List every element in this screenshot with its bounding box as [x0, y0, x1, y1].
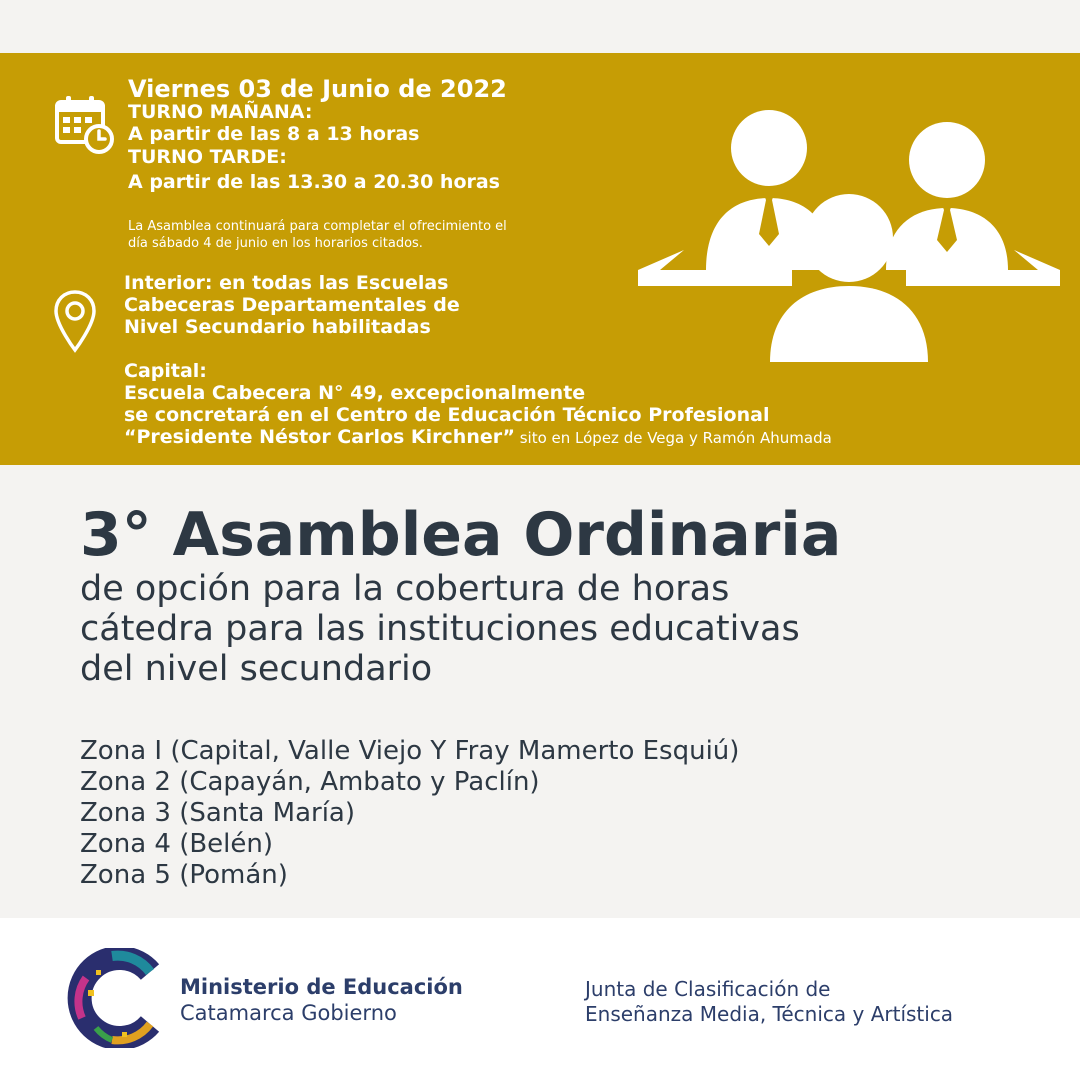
zone-item: Zona 5 (Pomán)	[80, 860, 288, 890]
zones-list	[80, 736, 739, 891]
ministry-name: Ministerio de Educación	[180, 975, 463, 999]
capital-address: sito en López de Vega y Ramón Ahumada	[514, 429, 832, 447]
page-title: 3° Asamblea Ordinaria	[80, 500, 842, 570]
zone-item: Zona I (Capital, Valle Viejo Y Fray Mamerto Esquiú)	[80, 736, 740, 766]
capital-line: Escuela Cabecera N° 49, excepcionalmente	[124, 382, 586, 404]
capital-line	[124, 426, 832, 449]
zone-item: Zona 3 (Santa María)	[80, 798, 356, 828]
junta-line: Enseñanza Media, Técnica y Artística	[585, 1002, 954, 1026]
continuation-note	[128, 218, 507, 252]
calendar-clock-icon	[54, 94, 116, 156]
zone-item: Zona 2 (Capayán, Ambato y Paclín)	[80, 767, 540, 797]
afternoon-shift-hours: A partir de las 13.30 a 20.30 horas	[128, 171, 500, 193]
capital-location	[124, 360, 832, 449]
continuation-line: día sábado 4 de junio en los horarios citados.	[128, 236, 423, 251]
interior-line: Interior: en todas las Escuelas	[124, 272, 449, 294]
junta-line: Junta de Clasificación de	[585, 977, 831, 1001]
capital-line: se concretará en el Centro de Educación Técnico Profesional	[124, 404, 770, 426]
location-pin-icon	[52, 288, 98, 356]
capital-label: Capital:	[124, 360, 207, 382]
subtitle-line: del nivel secundario	[80, 649, 433, 689]
event-date: Viernes 03 de Junio de 2022	[128, 75, 507, 103]
morning-shift-label: TURNO MAÑANA:	[128, 101, 313, 123]
subtitle-line: de opción para la cobertura de horas	[80, 569, 730, 609]
interior-line: Cabeceras Departamentales de	[124, 294, 460, 316]
interior-location	[124, 272, 460, 338]
page-subtitle	[80, 569, 800, 689]
morning-shift-hours: A partir de las 8 a 13 horas	[128, 123, 420, 145]
junta-name	[585, 977, 953, 1027]
ministry-government: Catamarca Gobierno	[180, 1001, 397, 1025]
subtitle-line: cátedra para las instituciones educativas	[80, 609, 800, 649]
continuation-line: La Asamblea continuará para completar el ofrecimiento el	[128, 219, 507, 234]
afternoon-shift-label: TURNO TARDE:	[128, 146, 287, 168]
meeting-people-icon	[636, 100, 1062, 362]
zone-item: Zona 4 (Belén)	[80, 829, 274, 859]
interior-line: Nivel Secundario habilitadas	[124, 316, 431, 338]
ministry-logo-icon	[66, 948, 166, 1048]
capital-school-name: “Presidente Néstor Carlos Kirchner”	[124, 426, 515, 448]
